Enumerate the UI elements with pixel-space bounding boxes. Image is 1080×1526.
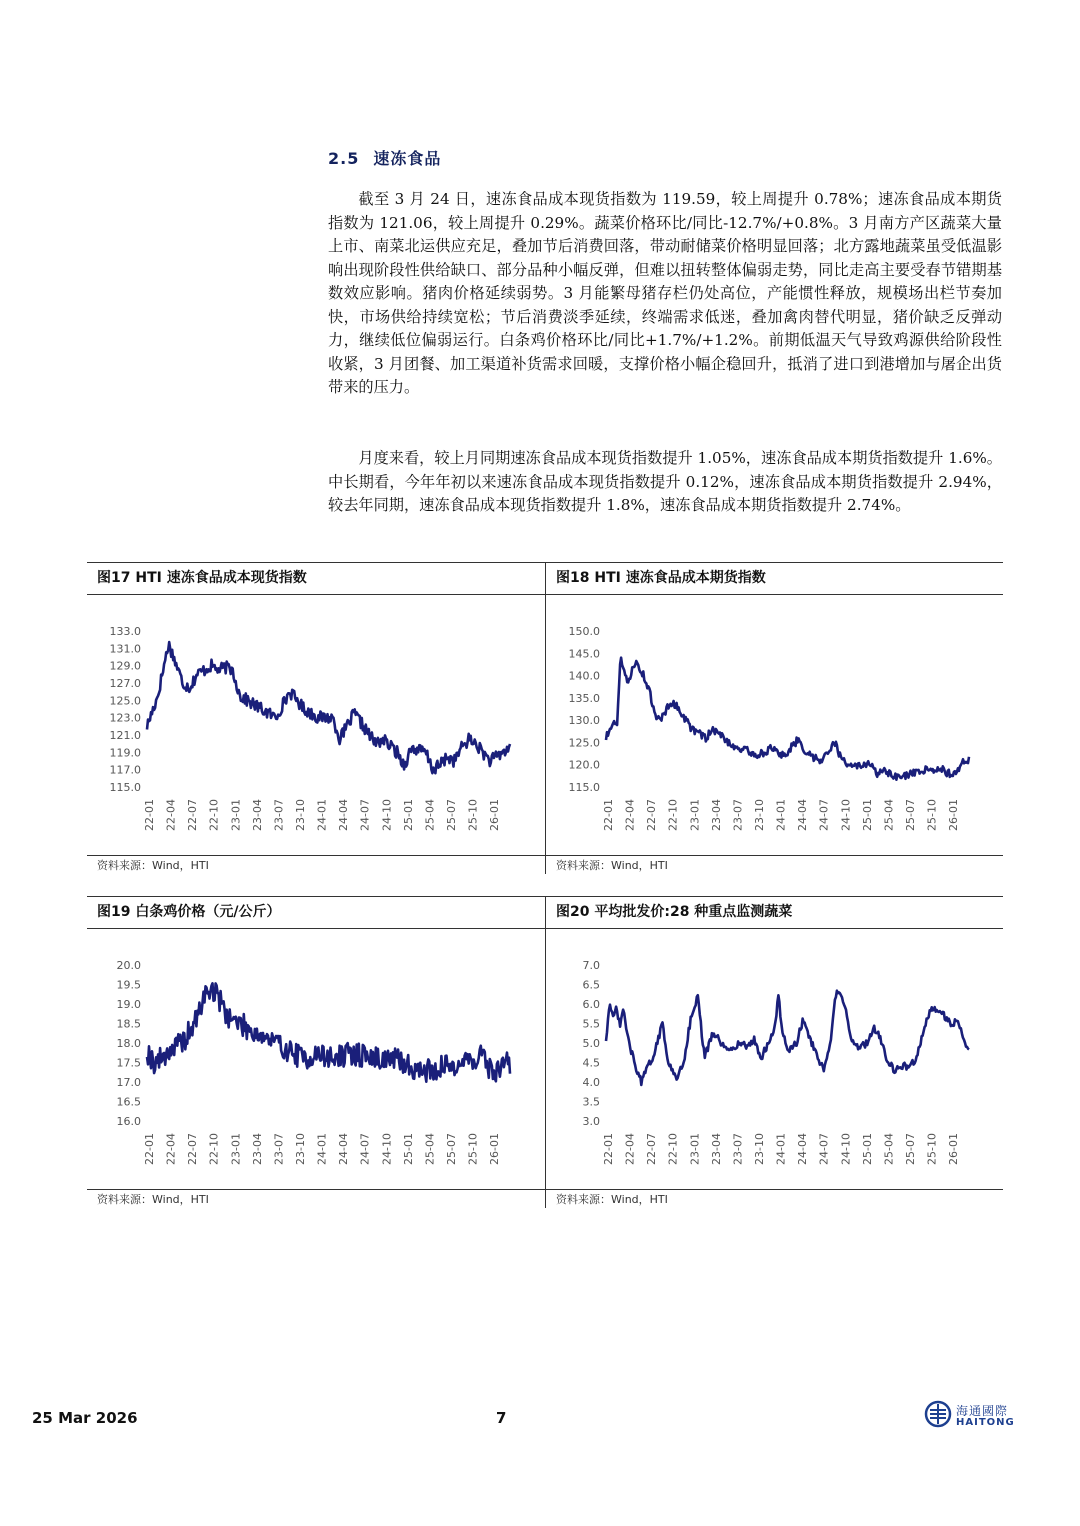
x-tick-label: 24-10 <box>839 799 853 831</box>
haitong-logo <box>924 1400 1014 1432</box>
chart-title: 图19 白条鸡价格（元/公斤） <box>87 896 545 929</box>
y-tick-label: 135.0 <box>568 691 600 705</box>
x-tick-label: 23-04 <box>250 1133 264 1165</box>
y-tick-label: 145.0 <box>568 647 600 661</box>
x-tick-label: 24-01 <box>774 799 788 831</box>
x-tick-label: 22-07 <box>186 1133 200 1165</box>
x-tick-label: 25-10 <box>466 799 480 831</box>
y-tick-label: 125.0 <box>109 694 141 708</box>
y-tick-label: 3.0 <box>582 1115 600 1128</box>
x-tick-label: 22-04 <box>623 799 637 831</box>
x-tick-label: 24-07 <box>358 1133 372 1165</box>
x-tick-label: 25-04 <box>882 1133 896 1165</box>
x-tick-label: 22-01 <box>602 1133 615 1165</box>
y-tick-label: 5.0 <box>582 1037 600 1050</box>
x-tick-label: 23-10 <box>293 799 307 831</box>
y-tick-label: 140.0 <box>568 669 600 683</box>
x-tick-label: 24-04 <box>796 1133 810 1165</box>
x-tick-label: 22-04 <box>164 1133 178 1165</box>
x-tick-label: 22-01 <box>602 799 615 831</box>
chart-source: 资料来源：Wind，HTI <box>87 1189 545 1208</box>
x-tick-label: 22-10 <box>666 1133 680 1165</box>
x-tick-label: 25-10 <box>925 799 939 831</box>
x-tick-label: 24-07 <box>358 799 372 831</box>
x-tick-label: 22-07 <box>645 1133 659 1165</box>
x-tick-label: 24-04 <box>337 1133 351 1165</box>
y-tick-label: 17.5 <box>116 1056 141 1070</box>
chart-panel-20 <box>545 896 1003 1208</box>
x-tick-label: 24-07 <box>817 1133 831 1165</box>
x-tick-label: 25-01 <box>860 1133 874 1165</box>
x-tick-label: 25-10 <box>925 1133 939 1165</box>
footer-date: 25 Mar 2026 <box>32 1409 138 1427</box>
series-line <box>606 658 969 780</box>
y-tick-label: 3.5 <box>582 1095 600 1109</box>
y-tick-label: 18.0 <box>116 1037 141 1050</box>
x-tick-label: 22-01 <box>143 799 156 831</box>
x-tick-label: 24-10 <box>839 1133 853 1165</box>
x-tick-label: 24-01 <box>315 1133 329 1165</box>
series-line <box>147 642 510 773</box>
chart-panel-17 <box>87 562 545 874</box>
x-tick-label: 25-07 <box>444 799 458 831</box>
y-tick-label: 16.0 <box>116 1115 141 1128</box>
paragraph-1: 截至 3 月 24 日，速冻食品成本现货指数为 119.59，较上周提升 0.78%；速冻食品成本期货指数为 121.06，较上周提升 0.29%。蔬菜价格环比/同比-12.7%/+0.8%。3 月南方产区蔬菜大量上市、南菜北运供应充足，叠加节后消费回落，带动耐储菜价格明显回落；北方露地蔬菜虽受低温影响出现阶段性供给缺口、部分品种小幅反弹，但难以扭转整体偏弱走势，同比走高主要受春节错期基数效应影响。猪肉价格延续弱势。3 月能繁母猪存栏仍处高位，产能惯性释放，规模场出栏节奏加快，市场供给持续宽松；节后消费淡季延续，终端需求低迷，叠加禽肉替代明显，猪价缺乏反弹动力，继续低位偏弱运行。白条鸡价格环比/同比+1.7%/+1.2%。前期低温天气导致鸡源供给阶段性收紧，3 月团餐、加工渠道补货需求回暖，支撑价格小幅企稳回升，抵消了进口到港增加与屠企出货带来的压力。 <box>328 190 1002 396</box>
x-tick-label: 23-07 <box>272 1133 286 1165</box>
y-tick-label: 150.0 <box>568 625 600 638</box>
x-tick-label: 25-01 <box>860 799 874 831</box>
x-tick-label: 22-10 <box>207 799 221 831</box>
chart-row-bottom <box>87 896 1003 1208</box>
page-number: 7 <box>496 1409 507 1427</box>
x-tick-label: 23-04 <box>709 799 723 831</box>
chicken-price-chart <box>87 929 545 1189</box>
y-tick-label: 6.0 <box>582 998 600 1011</box>
y-tick-label: 18.5 <box>116 1017 141 1031</box>
y-tick-label: 16.5 <box>116 1095 141 1109</box>
y-tick-label: 123.0 <box>109 711 141 725</box>
x-tick-label: 26-01 <box>947 799 961 831</box>
haitong-logo-icon <box>924 1400 952 1428</box>
y-tick-label: 119.0 <box>109 746 141 760</box>
logo-text-en: HAITONG <box>956 1417 1015 1428</box>
x-tick-label: 24-07 <box>817 799 831 831</box>
y-tick-label: 19.0 <box>116 998 141 1011</box>
x-tick-label: 23-07 <box>272 799 286 831</box>
vegetable-price-chart <box>546 929 1004 1189</box>
y-tick-label: 4.5 <box>582 1056 600 1070</box>
x-tick-label: 23-01 <box>688 1133 702 1165</box>
chart-source: 资料来源：Wind，HTI <box>87 855 545 874</box>
series-line <box>606 991 969 1085</box>
x-tick-label: 23-07 <box>731 799 745 831</box>
chart-panel-19 <box>87 896 545 1208</box>
y-tick-label: 115.0 <box>568 781 600 794</box>
chart-panel-18 <box>545 562 1003 874</box>
y-tick-label: 127.0 <box>109 677 141 690</box>
y-tick-label: 120.0 <box>568 758 600 772</box>
x-tick-label: 25-01 <box>401 1133 415 1165</box>
y-tick-label: 20.0 <box>116 959 141 972</box>
paragraph-2: 月度来看，较上月同期速冻食品成本现货指数提升 1.05%，速冻食品成本期货指数提升 1.6%。中长期看，今年年初以来速冻食品成本现货指数提升 0.12%，速冻食品成本期货指数提升 2.94%，较去年同期，速冻食品成本现货指数提升 1.8%，速冻食品成本期货指数提升 2.74%。 <box>328 449 1002 514</box>
y-tick-label: 6.5 <box>582 978 600 992</box>
x-tick-label: 24-01 <box>315 799 329 831</box>
x-tick-label: 23-07 <box>731 1133 745 1165</box>
x-tick-label: 23-10 <box>293 1133 307 1165</box>
chart-title: 图17 HTI 速冻食品成本现货指数 <box>87 562 545 595</box>
x-tick-label: 22-04 <box>164 799 178 831</box>
x-tick-label: 23-10 <box>752 799 766 831</box>
logo-text-cn: 海通國際 <box>956 1404 1009 1418</box>
y-tick-label: 19.5 <box>116 978 141 992</box>
x-tick-label: 22-07 <box>645 799 659 831</box>
section-heading <box>328 146 441 169</box>
chart-source: 资料来源：Wind，HTI <box>546 1189 1003 1208</box>
chart-title: 图20 平均批发价:28 种重点监测蔬菜 <box>546 896 1003 929</box>
x-tick-label: 25-10 <box>466 1133 480 1165</box>
y-tick-label: 125.0 <box>568 736 600 750</box>
x-tick-label: 22-01 <box>143 1133 156 1165</box>
section-number: 2.5 <box>328 149 360 168</box>
y-tick-label: 133.0 <box>109 625 141 638</box>
x-tick-label: 25-04 <box>882 799 896 831</box>
x-tick-label: 23-01 <box>688 799 702 831</box>
series-line <box>147 983 510 1081</box>
y-tick-label: 17.0 <box>116 1076 141 1089</box>
x-tick-label: 25-07 <box>903 1133 917 1165</box>
x-tick-label: 26-01 <box>488 1133 502 1165</box>
x-tick-label: 22-10 <box>207 1133 221 1165</box>
x-tick-label: 25-04 <box>423 1133 437 1165</box>
x-tick-label: 24-01 <box>774 1133 788 1165</box>
x-tick-label: 23-01 <box>229 799 243 831</box>
x-tick-label: 24-04 <box>337 799 351 831</box>
futures-index-chart <box>546 595 1004 855</box>
x-tick-label: 25-07 <box>903 799 917 831</box>
y-tick-label: 129.0 <box>109 659 141 673</box>
x-tick-label: 22-10 <box>666 799 680 831</box>
y-tick-label: 130.0 <box>568 714 600 728</box>
x-tick-label: 25-07 <box>444 1133 458 1165</box>
x-tick-label: 24-10 <box>380 1133 394 1165</box>
spot-index-chart <box>87 595 545 855</box>
x-tick-label: 22-07 <box>186 799 200 831</box>
x-tick-label: 25-01 <box>401 799 415 831</box>
y-tick-label: 131.0 <box>109 642 141 656</box>
x-tick-label: 26-01 <box>947 1133 961 1165</box>
chart-row-top <box>87 562 1003 874</box>
y-tick-label: 5.5 <box>582 1017 600 1031</box>
y-tick-label: 117.0 <box>109 763 141 777</box>
y-tick-label: 121.0 <box>109 729 141 742</box>
y-tick-label: 115.0 <box>109 781 141 794</box>
y-tick-label: 7.0 <box>582 959 600 972</box>
x-tick-label: 23-10 <box>752 1133 766 1165</box>
x-tick-label: 23-04 <box>250 799 264 831</box>
x-tick-label: 23-01 <box>229 1133 243 1165</box>
chart-title: 图18 HTI 速冻食品成本期货指数 <box>546 562 1003 595</box>
x-tick-label: 23-04 <box>709 1133 723 1165</box>
chart-source: 资料来源：Wind，HTI <box>546 855 1003 874</box>
x-tick-label: 25-04 <box>423 799 437 831</box>
x-tick-label: 24-10 <box>380 799 394 831</box>
section-title: 速冻食品 <box>373 149 442 168</box>
x-tick-label: 22-04 <box>623 1133 637 1165</box>
y-tick-label: 4.0 <box>582 1076 600 1089</box>
x-tick-label: 26-01 <box>488 799 502 831</box>
x-tick-label: 24-04 <box>796 799 810 831</box>
